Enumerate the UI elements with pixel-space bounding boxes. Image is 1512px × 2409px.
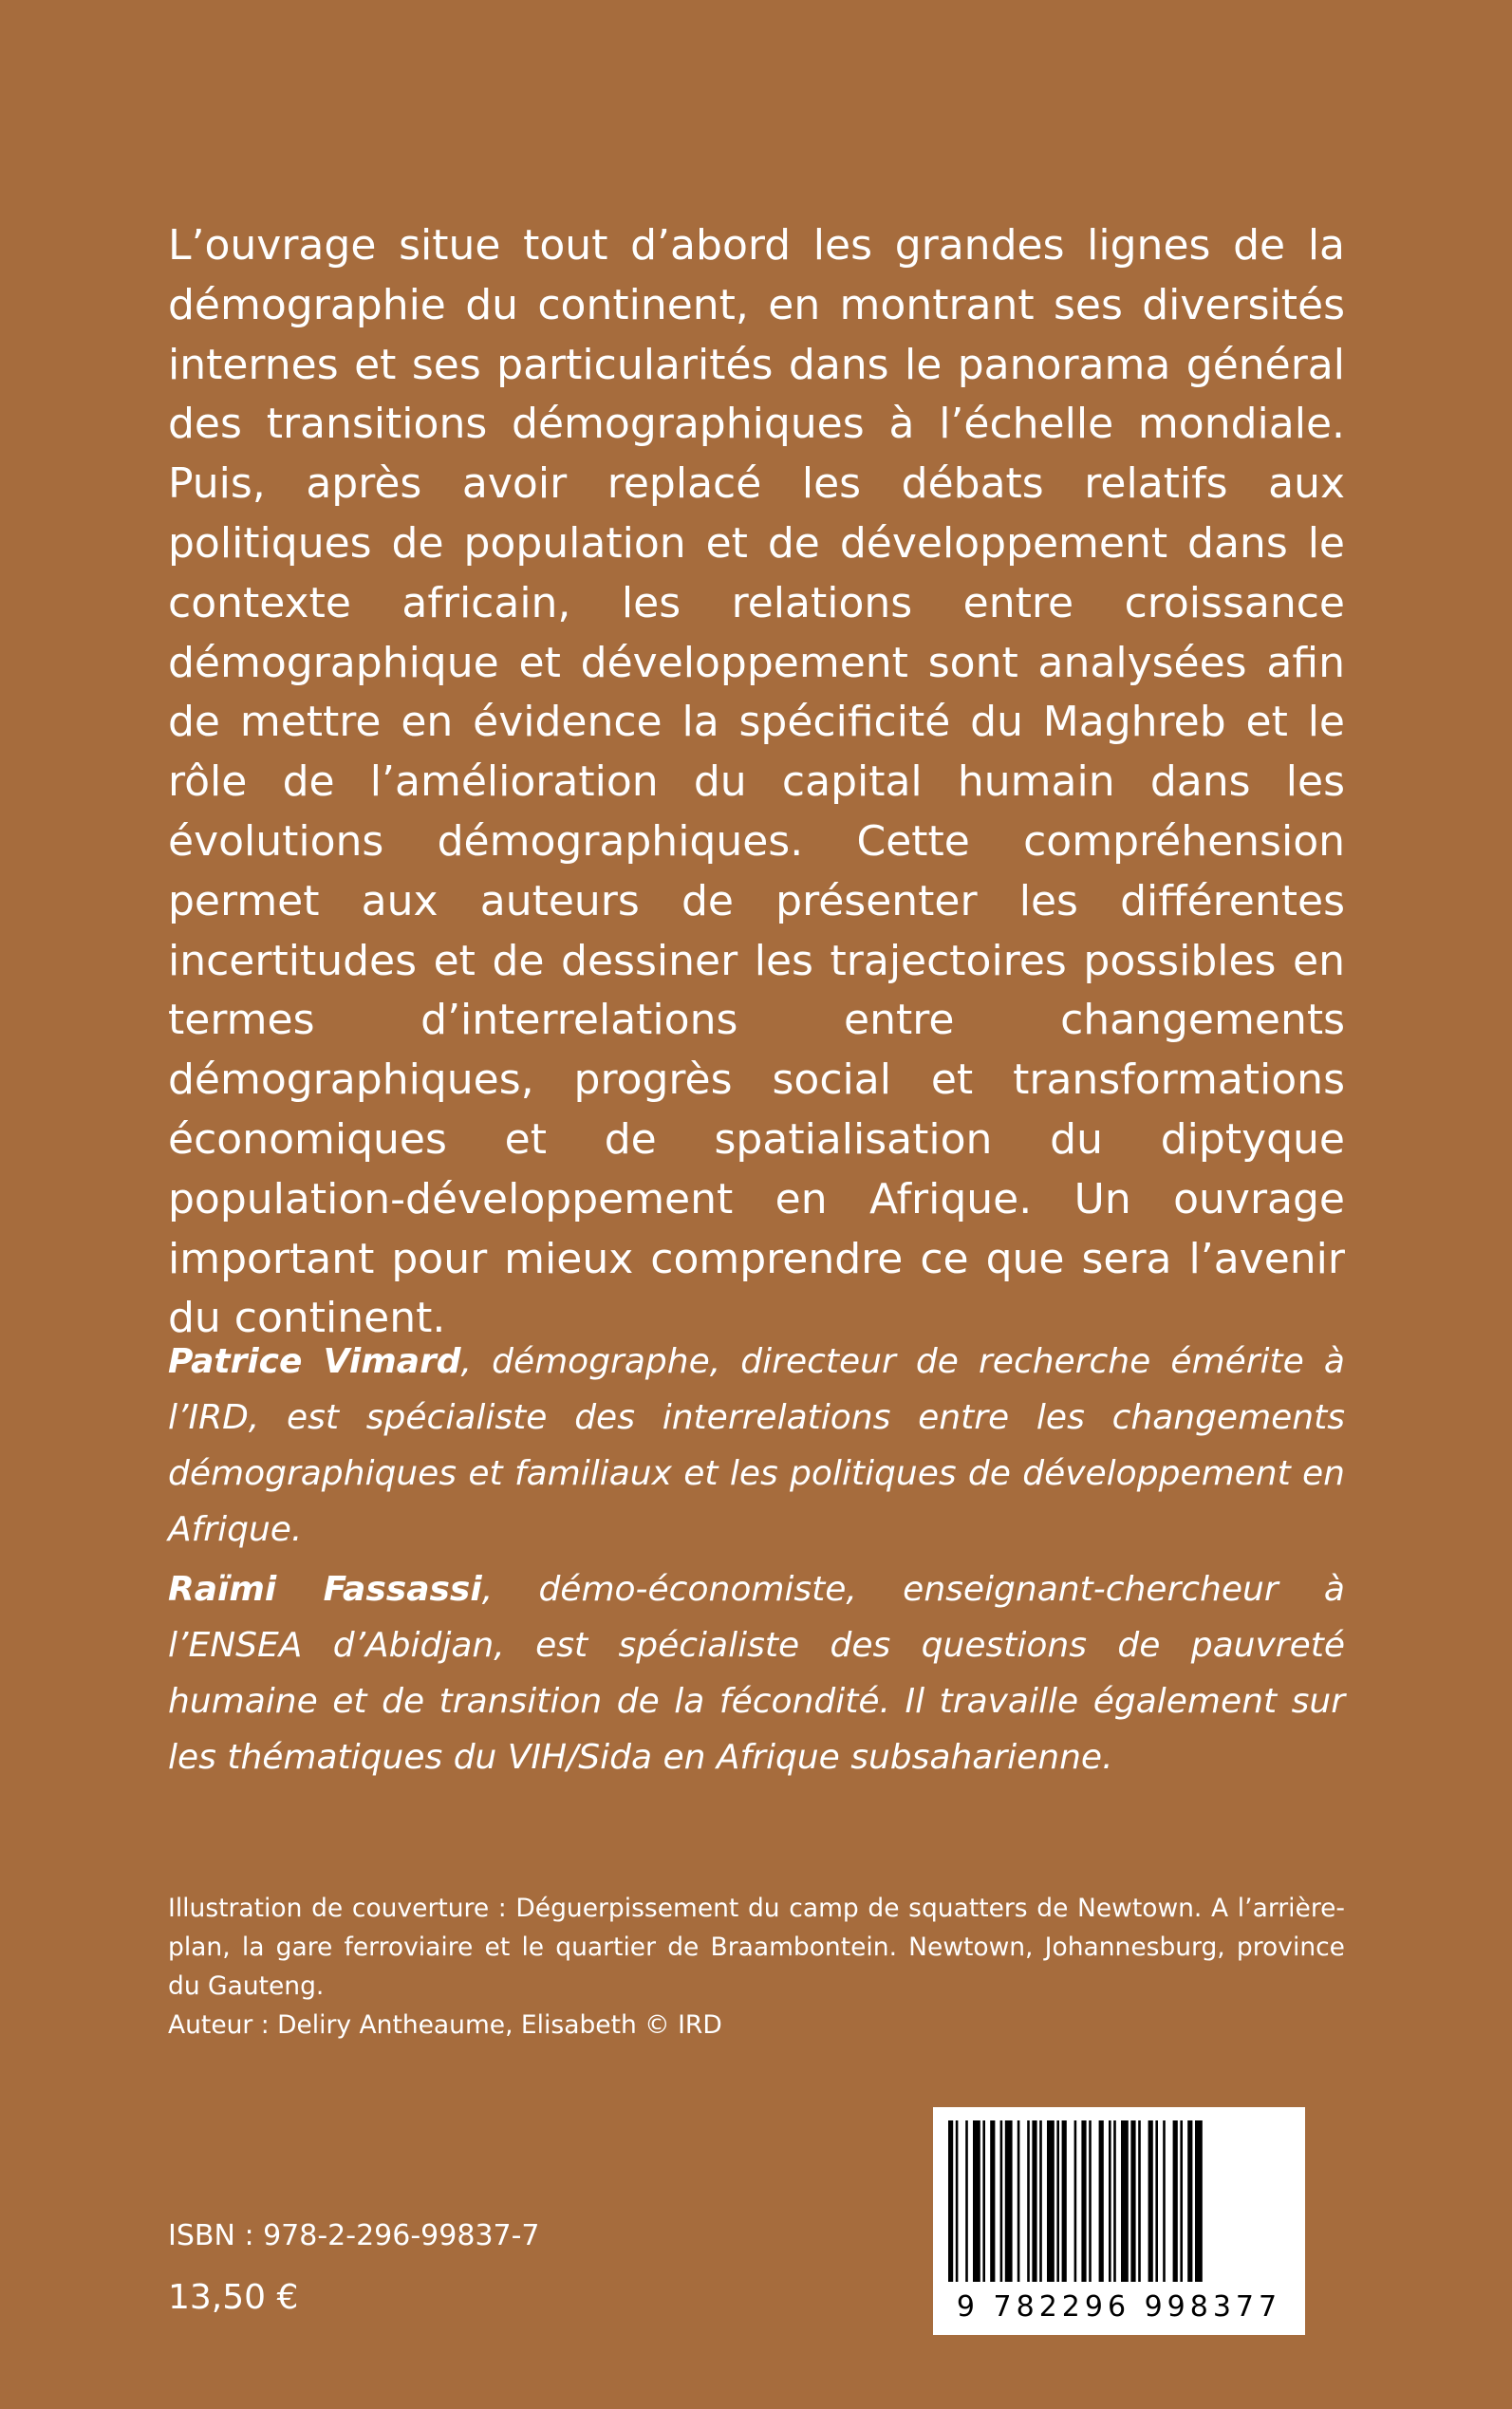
barcode-bars [943,2120,1296,2282]
illustration-credit: Illustration de couverture : Déguerpissement du camp de squatters de Newtown. A l’arrière-plan, la gare ferroviaire et le quartier de Braambontein. Newtown, Johannesburg, province du Gauteng. [168,1894,1345,2001]
barcode-bar [1187,2120,1192,2282]
barcode-bar [1109,2120,1111,2282]
barcode-bar [948,2120,953,2282]
author-credit: Auteur : Deliry Antheaume, Elisabeth © IRD [168,2010,722,2040]
barcode-bar [990,2120,995,2282]
barcode-bar [1027,2120,1030,2282]
barcode-bar [1074,2120,1077,2282]
barcode [933,2107,1305,2335]
barcode-bar [1099,2120,1104,2282]
barcode-bar [1081,2120,1086,2282]
barcode-bar [1148,2120,1153,2282]
barcode-bar [1173,2120,1178,2282]
barcode-number: 9 782296 998377 [956,2290,1282,2324]
barcode-bar [956,2120,959,2282]
cover-credits [168,1889,1345,2045]
barcode-bar [1000,2120,1003,2282]
barcode-bar [1121,2120,1129,2282]
author-name: Raïmi Fassassi [168,1570,482,1609]
barcode-bar [1155,2120,1158,2282]
barcode-bar [1113,2120,1116,2282]
author-name: Patrice Vimard [168,1342,461,1381]
back-cover-blurb: L’ouvrage situe tout d’abord les grandes lignes de la démographie du continent, en montrant ses diversités internes et ses particularités dans le panorama général des transitions démographiques à l’échelle mondiale. Puis, après avoir replacé les débats relatifs aux politiques de population et de développement dans le contexte africain, les relations entre croissance démographique et développement sont analysées afin de mettre en évidence la spécificité du Maghreb et le rôle de l’amélioration du capital humain dans les évolutions démographiques. Cette compréhension permet aux auteurs de présenter les différentes incertitudes et de dessiner les trajectoires possibles en termes d’interrelations entre changements démographiques, progrès social et transformations économiques et de spatialisation du diptyque population-développement en Afrique. Un ouvrage important pour mieux comprendre ce que sera l’avenir du continent. [168,221,1345,1343]
barcode-bar [965,2120,968,2282]
barcode-bar [1195,2120,1203,2282]
author-bio-vimard [168,1334,1345,1558]
barcode-bar [1017,2120,1020,2282]
barcode-bar [1089,2120,1092,2282]
barcode-bar [1056,2120,1059,2282]
barcode-bar [1047,2120,1055,2282]
price-label: 13,50 € [168,2278,299,2317]
barcode-bar [1130,2120,1135,2282]
isbn-label: ISBN : 978-2-296-99837-7 [168,2219,540,2252]
author-description: , démo-économiste, enseignant-chercheur à l’ENSEA d’Abidjan, est spécialiste des questions de pauvreté humaine et de transition de la fécondité. Il travaille également sur les thématiques du VIH/Sida en Afrique subsaharienne. [168,1570,1345,1777]
barcode-bar [1032,2120,1036,2282]
barcode-bar [1138,2120,1141,2282]
barcode-bar [1039,2120,1042,2282]
author-description: , démographe, directeur de recherche émérite à l’IRD, est spécialiste des interrelations entre les changements démographiques et familiaux et les politiques de développement en Afrique. [168,1342,1345,1549]
barcode-bar [1163,2120,1166,2282]
barcode-bar [1180,2120,1183,2282]
author-bio-fassassi [168,1561,1345,1785]
barcode-bar [973,2120,980,2282]
barcode-bar [1062,2120,1067,2282]
barcode-bar [1005,2120,1013,2282]
barcode-bar [982,2120,985,2282]
